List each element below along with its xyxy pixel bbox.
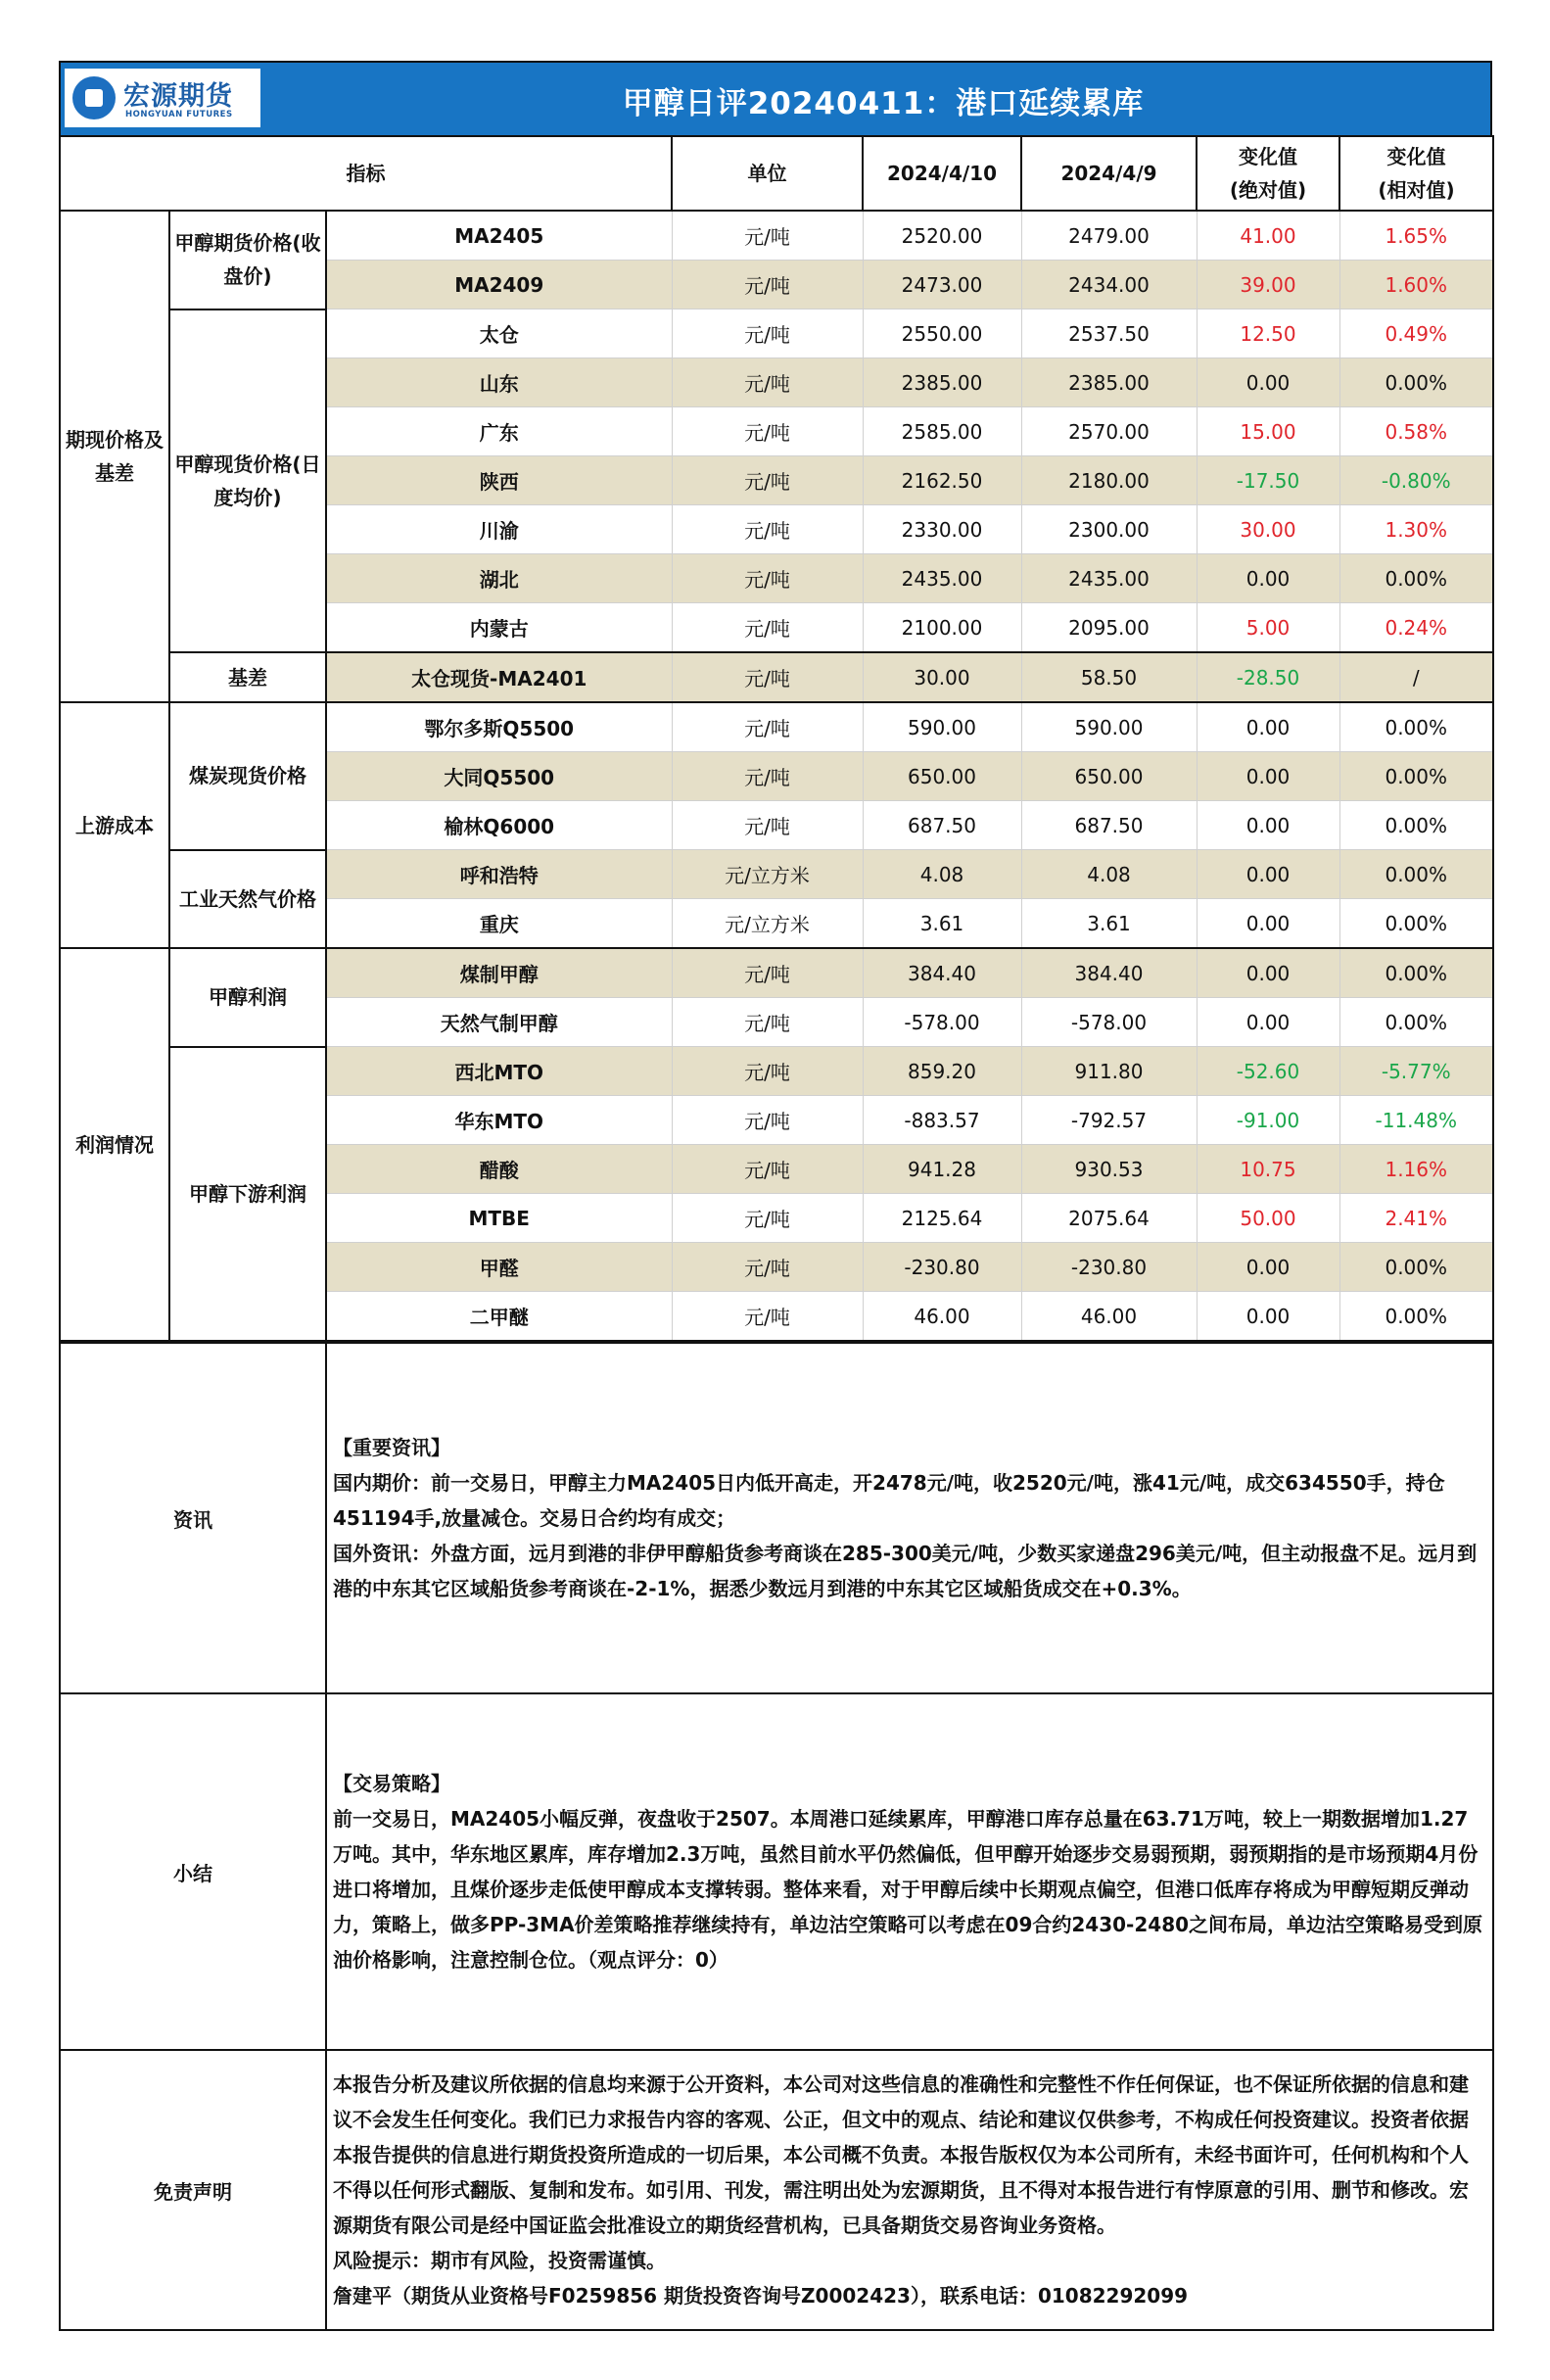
row-value-date2: 930.53 <box>1021 1145 1197 1194</box>
row-unit: 元/立方米 <box>672 899 863 949</box>
row-value-date2: 3.61 <box>1021 899 1197 949</box>
row-change-abs: 50.00 <box>1197 1194 1339 1243</box>
notes-table <box>59 1342 1494 2331</box>
row-unit: 元/吨 <box>672 1243 863 1292</box>
row-change-abs: 0.00 <box>1197 1243 1339 1292</box>
news-domestic: 国内期价：前一交易日，甲醇主力MA2405日内低开高走，开2478元/吨，收2520元/吨，涨41元/吨，成交634550手，持仓451194手,放量减仓。交易日合约均有成交； <box>333 1471 1445 1530</box>
row-change-rel: -5.77% <box>1339 1047 1493 1096</box>
row-name: 天然气制甲醇 <box>326 998 672 1047</box>
summary-heading: 【交易策略】 <box>333 1772 450 1795</box>
row-value-date1: 941.28 <box>863 1145 1021 1194</box>
row-change-rel: -11.48% <box>1339 1096 1493 1145</box>
table-row <box>60 1047 1493 1096</box>
row-unit: 元/吨 <box>672 752 863 801</box>
row-change-rel: 0.00% <box>1339 801 1493 850</box>
row-change-abs: 0.00 <box>1197 702 1339 752</box>
row-unit: 元/吨 <box>672 1194 863 1243</box>
row-value-date1: -230.80 <box>863 1243 1021 1292</box>
row-name: MA2405 <box>326 211 672 261</box>
row-value-date1: 30.00 <box>863 652 1021 702</box>
group-profit: 利润情况 <box>60 948 169 1341</box>
row-name: 呼和浩特 <box>326 850 672 899</box>
row-unit: 元/吨 <box>672 358 863 407</box>
row-change-rel: / <box>1339 652 1493 702</box>
row-value-date2: 2434.00 <box>1021 261 1197 309</box>
row-change-abs: 0.00 <box>1197 948 1339 998</box>
row-value-date1: 2585.00 <box>863 407 1021 456</box>
row-unit: 元/吨 <box>672 407 863 456</box>
col-date2: 2024/4/9 <box>1021 136 1197 211</box>
row-unit: 元/吨 <box>672 652 863 702</box>
indicator-table <box>59 135 1494 1342</box>
row-change-abs: 0.00 <box>1197 358 1339 407</box>
col-change-abs: 变化值 (绝对值) <box>1197 136 1339 211</box>
row-change-abs: 0.00 <box>1197 554 1339 603</box>
row-name: 广东 <box>326 407 672 456</box>
disclaimer-section <box>60 2050 1493 2330</box>
row-unit: 元/吨 <box>672 1047 863 1096</box>
row-value-date1: 2520.00 <box>863 211 1021 261</box>
table-row <box>60 948 1493 998</box>
row-change-rel: 0.00% <box>1339 358 1493 407</box>
row-value-date1: 4.08 <box>863 850 1021 899</box>
analyst-contact: 詹建平（期货从业资格号F0259856 期货投资咨询号Z0002423），联系电话：01082292099 <box>333 2284 1189 2308</box>
sub-spot-price: 甲醇现货价格(日度均价) <box>169 309 326 653</box>
disclaimer-label: 免责声明 <box>60 2050 326 2330</box>
row-value-date2: 2180.00 <box>1021 456 1197 505</box>
row-change-rel: 0.00% <box>1339 850 1493 899</box>
row-change-abs: 0.00 <box>1197 899 1339 949</box>
row-value-date2: 2385.00 <box>1021 358 1197 407</box>
row-unit: 元/吨 <box>672 505 863 554</box>
disclaimer-text: 本报告分析及建议所依据的信息均来源于公开资料，本公司对这些信息的准确性和完整性不作任何保证，也不保证所依据的信息和建议不会发生任何变化。我们已力求报告内容的客观、公正，但文中的观点、结论和建议仅供参考，不构成任何投资建议。投资者依据本报告提供的信息进行期货投资所造成的一切后果，本公司概不负责。本报告版权仅为本公司所有，未经书面许可，任何机构和个人不得以任何形式翻版、复制和发布。如引用、刊发，需注明出处为宏源期货，且不得对本报告进行有悖原意的引用、删节和修改。宏源期货有限公司是经中国证监会批准设立的期货经营机构，已具备期货交易咨询业务资格。 <box>333 2072 1469 2237</box>
row-value-date1: 590.00 <box>863 702 1021 752</box>
row-unit: 元/吨 <box>672 1292 863 1342</box>
row-name: 煤制甲醇 <box>326 948 672 998</box>
row-value-date1: 2435.00 <box>863 554 1021 603</box>
row-change-abs: 0.00 <box>1197 850 1339 899</box>
table-row <box>60 850 1493 899</box>
row-change-rel: 0.00% <box>1339 1292 1493 1342</box>
row-value-date2: 911.80 <box>1021 1047 1197 1096</box>
row-value-date2: 590.00 <box>1021 702 1197 752</box>
row-name: 川渝 <box>326 505 672 554</box>
row-value-date2: -230.80 <box>1021 1243 1197 1292</box>
row-change-rel: 0.00% <box>1339 554 1493 603</box>
sub-methanol-profit: 甲醇利润 <box>169 948 326 1047</box>
row-value-date1: 46.00 <box>863 1292 1021 1342</box>
row-name: 湖北 <box>326 554 672 603</box>
row-change-rel: 1.60% <box>1339 261 1493 309</box>
row-value-date2: -578.00 <box>1021 998 1197 1047</box>
risk-warning: 风险提示：期市有风险，投资需谨慎。 <box>333 2249 666 2272</box>
row-change-abs: 15.00 <box>1197 407 1339 456</box>
row-change-rel: 0.49% <box>1339 309 1493 358</box>
report-header <box>59 61 1492 135</box>
row-value-date2: 384.40 <box>1021 948 1197 998</box>
disclaimer-body <box>326 2050 1493 2330</box>
row-change-rel: 1.65% <box>1339 211 1493 261</box>
row-value-date1: 2330.00 <box>863 505 1021 554</box>
row-unit: 元/吨 <box>672 603 863 653</box>
row-unit: 元/吨 <box>672 211 863 261</box>
row-value-date2: 2537.50 <box>1021 309 1197 358</box>
table-row <box>60 309 1493 358</box>
row-unit: 元/吨 <box>672 998 863 1047</box>
row-name: 鄂尔多斯Q5500 <box>326 702 672 752</box>
row-change-rel: 0.00% <box>1339 998 1493 1047</box>
company-logo <box>65 69 260 127</box>
group-upstream-cost: 上游成本 <box>60 702 169 948</box>
sub-basis: 基差 <box>169 652 326 702</box>
row-change-rel: 0.00% <box>1339 1243 1493 1292</box>
news-heading: 【重要资讯】 <box>333 1436 450 1459</box>
row-name: MA2409 <box>326 261 672 309</box>
row-value-date1: 859.20 <box>863 1047 1021 1096</box>
col-date1: 2024/4/10 <box>863 136 1021 211</box>
row-change-abs: 30.00 <box>1197 505 1339 554</box>
table-header-row <box>60 136 1493 211</box>
row-unit: 元/吨 <box>672 309 863 358</box>
row-change-abs: -28.50 <box>1197 652 1339 702</box>
table-row <box>60 652 1493 702</box>
row-value-date2: 4.08 <box>1021 850 1197 899</box>
row-change-rel: 0.00% <box>1339 899 1493 949</box>
row-change-rel: 0.00% <box>1339 702 1493 752</box>
news-overseas: 国外资讯：外盘方面，远月到港的非伊甲醇船货参考商谈在285-300美元/吨，少数买家递盘296美元/吨，但主动报盘不足。远月到港的中东其它区域船货参考商谈在-2-1%，据悉少数远月到港的中东其它区域船货成交在+0.3%。 <box>333 1542 1478 1600</box>
row-change-abs: 41.00 <box>1197 211 1339 261</box>
summary-body <box>326 1693 1493 2050</box>
sub-gas-price: 工业天然气价格 <box>169 850 326 949</box>
row-change-abs: 12.50 <box>1197 309 1339 358</box>
row-unit: 元/吨 <box>672 456 863 505</box>
row-value-date2: -792.57 <box>1021 1096 1197 1145</box>
row-change-abs: -91.00 <box>1197 1096 1339 1145</box>
report-title: 甲醇日评20240411：港口延续累库 <box>622 86 1145 121</box>
news-body <box>326 1343 1493 1693</box>
summary-text: 前一交易日，MA2405小幅反弹，夜盘收于2507。本周港口延续累库，甲醇港口库存总量在63.71万吨，较上一期数据增加1.27万吨。其中，华东地区累库，库存增加2.3万吨，虽然目前水平仍然偏低，但甲醇开始逐步交易弱预期，弱预期指的是市场预期4月份进口将增加，且煤价逐步走低使甲醇成本支撑转弱。整体来看，对于甲醇后续中长期观点偏空，但港口低库存将成为甲醇短期反弹动力，策略上，做多PP-3MA价差策略推荐继续持有，单边沽空策略可以考虑在09合约2430-2480之间布局，单边沽空策略易受到原油价格影响，注意控制仓位。（观点评分：0） <box>333 1807 1483 1972</box>
row-name: 醋酸 <box>326 1145 672 1194</box>
row-name: 重庆 <box>326 899 672 949</box>
row-change-abs: 0.00 <box>1197 801 1339 850</box>
row-change-rel: 0.58% <box>1339 407 1493 456</box>
row-unit: 元/吨 <box>672 1096 863 1145</box>
row-change-abs: 5.00 <box>1197 603 1339 653</box>
row-change-abs: 39.00 <box>1197 261 1339 309</box>
logo-mark-icon <box>72 76 116 119</box>
row-change-abs: 0.00 <box>1197 752 1339 801</box>
row-value-date2: 46.00 <box>1021 1292 1197 1342</box>
row-value-date1: 2473.00 <box>863 261 1021 309</box>
row-name: MTBE <box>326 1194 672 1243</box>
row-name: 大同Q5500 <box>326 752 672 801</box>
row-value-date2: 2570.00 <box>1021 407 1197 456</box>
row-name: 二甲醚 <box>326 1292 672 1342</box>
row-change-rel: 1.30% <box>1339 505 1493 554</box>
row-value-date1: 2550.00 <box>863 309 1021 358</box>
col-unit: 单位 <box>672 136 863 211</box>
table-row <box>60 702 1493 752</box>
row-unit: 元/吨 <box>672 948 863 998</box>
row-change-rel: 0.24% <box>1339 603 1493 653</box>
row-change-abs: -17.50 <box>1197 456 1339 505</box>
row-name: 太仓 <box>326 309 672 358</box>
row-change-rel: -0.80% <box>1339 456 1493 505</box>
row-change-abs: 0.00 <box>1197 1292 1339 1342</box>
row-change-abs: 10.75 <box>1197 1145 1339 1194</box>
row-value-date2: 2435.00 <box>1021 554 1197 603</box>
row-value-date1: 384.40 <box>863 948 1021 998</box>
row-change-rel: 1.16% <box>1339 1145 1493 1194</box>
row-value-date2: 650.00 <box>1021 752 1197 801</box>
col-change-rel: 变化值 (相对值) <box>1339 136 1493 211</box>
row-value-date1: 2385.00 <box>863 358 1021 407</box>
row-change-rel: 0.00% <box>1339 752 1493 801</box>
sub-downstream-profit: 甲醇下游利润 <box>169 1047 326 1342</box>
row-name: 榆林Q6000 <box>326 801 672 850</box>
logo-cn-text: 宏源期货 <box>123 81 233 112</box>
row-value-date1: 687.50 <box>863 801 1021 850</box>
sub-coal-price: 煤炭现货价格 <box>169 702 326 850</box>
row-value-date1: 650.00 <box>863 752 1021 801</box>
row-name: 陕西 <box>326 456 672 505</box>
sub-futures-price: 甲醇期货价格(收盘价) <box>169 211 326 309</box>
row-name: 山东 <box>326 358 672 407</box>
row-unit: 元/吨 <box>672 702 863 752</box>
news-label: 资讯 <box>60 1343 326 1693</box>
row-change-abs: -52.60 <box>1197 1047 1339 1096</box>
table-row <box>60 211 1493 261</box>
row-unit: 元/吨 <box>672 261 863 309</box>
row-value-date1: 3.61 <box>863 899 1021 949</box>
row-value-date2: 2300.00 <box>1021 505 1197 554</box>
group-price-basis: 期现价格及基差 <box>60 211 169 702</box>
row-value-date2: 2479.00 <box>1021 211 1197 261</box>
row-value-date1: 2162.50 <box>863 456 1021 505</box>
row-value-date2: 2095.00 <box>1021 603 1197 653</box>
row-value-date1: 2100.00 <box>863 603 1021 653</box>
row-name: 甲醛 <box>326 1243 672 1292</box>
row-value-date2: 58.50 <box>1021 652 1197 702</box>
row-unit: 元/立方米 <box>672 850 863 899</box>
row-unit: 元/吨 <box>672 801 863 850</box>
report-sheet <box>59 61 1492 2331</box>
row-unit: 元/吨 <box>672 1145 863 1194</box>
row-change-rel: 0.00% <box>1339 948 1493 998</box>
logo-en-text: HONGYUAN FUTURES <box>125 110 233 119</box>
row-value-date1: -578.00 <box>863 998 1021 1047</box>
row-name: 太仓现货-MA2401 <box>326 652 672 702</box>
col-indicator: 指标 <box>60 136 672 211</box>
row-value-date1: 2125.64 <box>863 1194 1021 1243</box>
row-value-date2: 2075.64 <box>1021 1194 1197 1243</box>
row-value-date1: -883.57 <box>863 1096 1021 1145</box>
row-unit: 元/吨 <box>672 554 863 603</box>
row-change-abs: 0.00 <box>1197 998 1339 1047</box>
row-change-rel: 2.41% <box>1339 1194 1493 1243</box>
row-value-date2: 687.50 <box>1021 801 1197 850</box>
row-name: 华东MTO <box>326 1096 672 1145</box>
row-name: 西北MTO <box>326 1047 672 1096</box>
row-name: 内蒙古 <box>326 603 672 653</box>
summary-label: 小结 <box>60 1693 326 2050</box>
news-section <box>60 1343 1493 1693</box>
summary-section <box>60 1693 1493 2050</box>
